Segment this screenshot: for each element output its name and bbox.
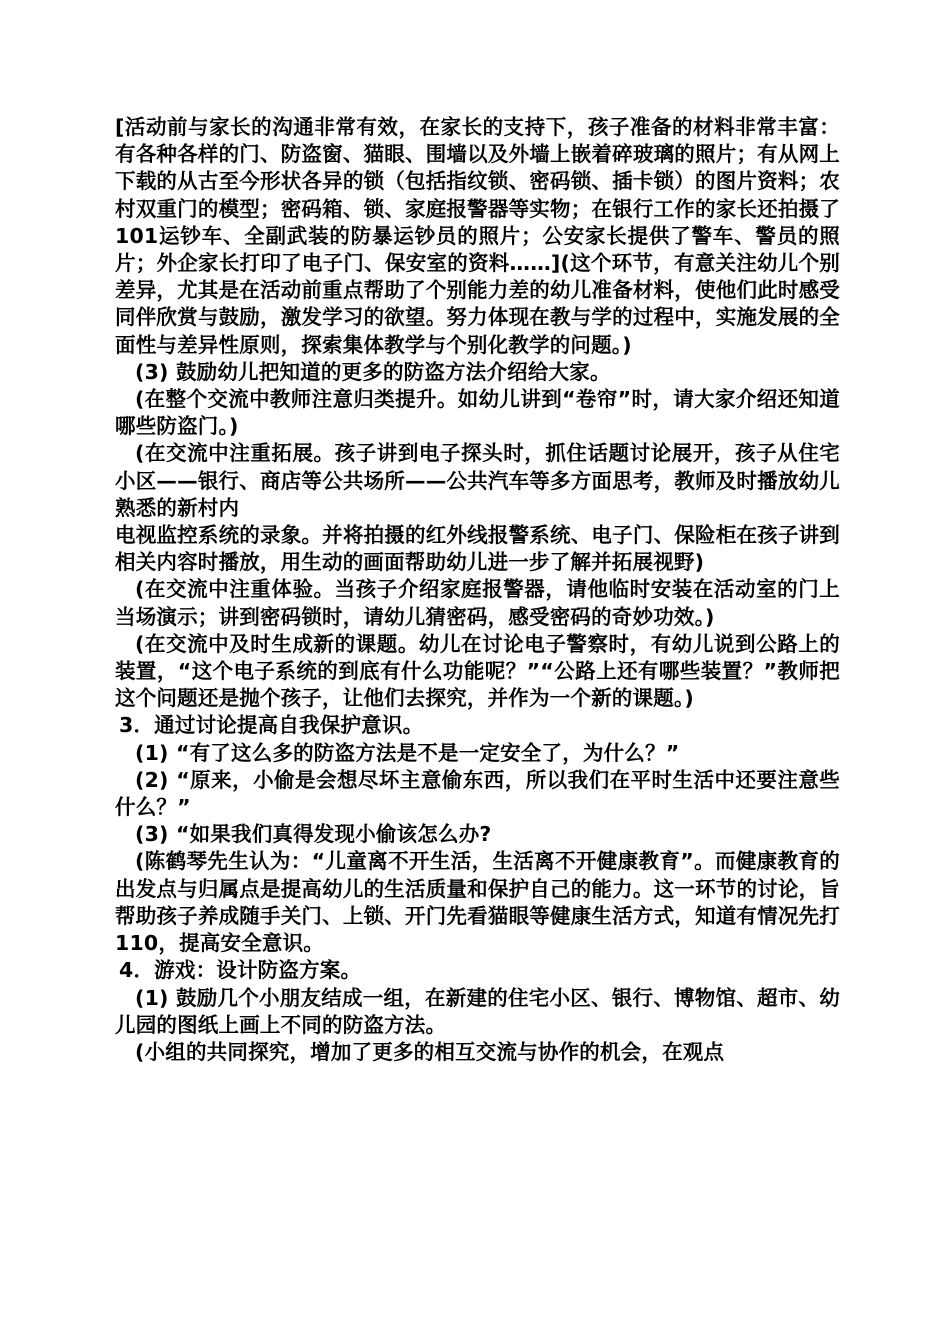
paragraph: [活动前与家长的沟通非常有效，在家长的支持下，孩子准备的材料非常丰富：有各种各样的门、防盗窗、猫眼、围墙以及外墙上嵌着碎玻璃的照片；有从网上下载的从古至今形状各异的锁（包括指纹锁、密码锁、插卡锁）的图片资料；农村双重门的模型；密码箱、锁、家庭报警器等实物；在银行工作的家长还拍摄了101运钞车、全副武装的防暴运钞员的照片；公安家长提供了警车、警员的照片；外企家长打印了电子门、保安室的资料……](这个环节，有意关注幼儿个别差异，尤其是在活动前重点帮助了个别能力差的幼儿准备材料，使他们此时感受同伴欣赏与鼓励，激发学习的欲望。努力体现在教与学的过程中，实施发展的全面性与差异性原则，探索集体教学与个别化教学的问题。) — [115, 115, 840, 357]
paragraph: 3．通过讨论提高自我保护意识。 — [119, 713, 424, 738]
paragraph: (在交流中及时生成新的课题。幼儿在讨论电子警察时，有幼儿说到公路上的装置，“这个电子系统的到底有什么功能呢？”“公路上还有哪些装置？”教师把这个问题还是抛个孩子，让他们去探究，并作为一个新的课题。) — [115, 631, 840, 711]
document-page — [115, 114, 840, 1066]
paragraph: (2) “原来，小偷是会想尽坏主意偷东西，所以我们在平时生活中还要注意些什么？” — [115, 767, 840, 820]
paragraph: (陈鹤琴先生认为：“儿童离不开生活，生活离不开健康教育”。而健康教育的出发点与归属点是提高幼儿的生活质量和保护自己的能力。这一环节的讨论，旨帮助孩子养成随手关门、上锁、开门先看猫眼等健康生活方式，知道有情况先打110，提高安全意识。 — [115, 849, 840, 956]
paragraph: (在交流中注重体验。当孩子介绍家庭报警器，请他临时安装在活动室的门上当场演示；讲到密码锁时，请幼儿猜密码，感受密码的奇妙功效。) — [115, 577, 840, 629]
paragraph: (3) “如果我们真得发现小偷该怎么办? — [135, 822, 492, 847]
paragraph: (1) 鼓励几个小朋友结成一组，在新建的住宅小区、银行、博物馆、超市、幼儿园的图纸上画上不同的防盗方法。 — [115, 985, 840, 1037]
paragraph: 电视监控系统的录象。并将拍摄的红外线报警系统、电子门、保险柜在孩子讲到相关内容时播放，用生动的画面帮助幼儿进一步了解并拓展视野) — [115, 523, 840, 575]
paragraph: (在交流中注重拓展。孩子讲到电子探头时，抓住话题讨论展开，孩子从住宅小区——银行、商店等公共场所——公共汽车等多方面思考，教师及时播放幼儿熟悉的新村内 — [115, 441, 840, 520]
paragraph: (小组的共同探究，增加了更多的相互交流与协作的机会，在观点 — [135, 1039, 725, 1064]
paragraph: (在整个交流中教师注意归类提升。如幼儿讲到“卷帘”时，请大家介绍还知道哪些防盗门。) — [115, 387, 840, 439]
paragraph: 4．游戏：设计防盗方案。 — [119, 958, 362, 983]
paragraph: (3) 鼓励幼儿把知道的更多的防盗方法介绍给大家。 — [135, 359, 611, 384]
paragraph: (1) “有了这么多的防盗方法是不是一定安全了，为什么？” — [135, 740, 680, 765]
